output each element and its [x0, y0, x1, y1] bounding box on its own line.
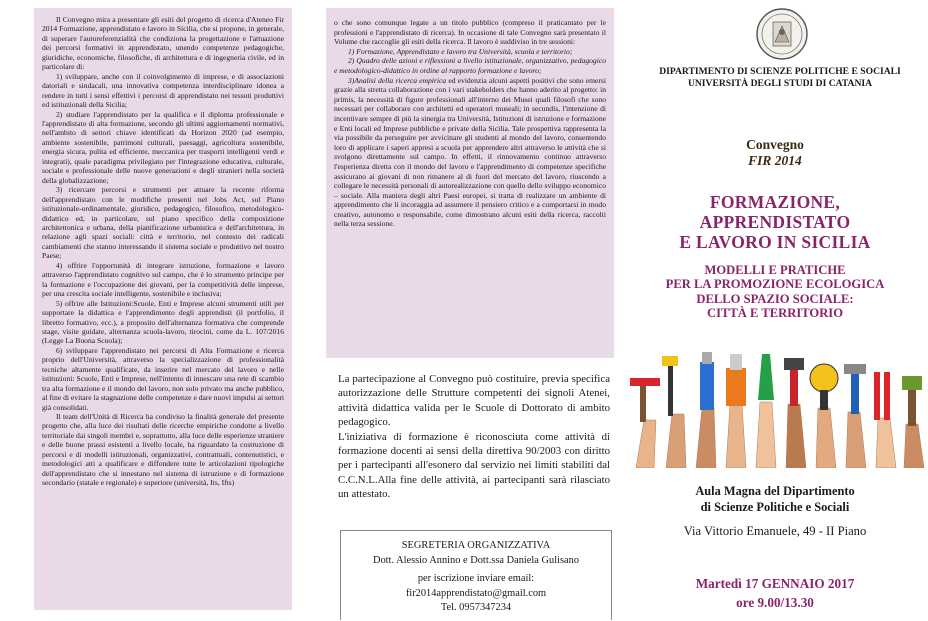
session-2: 2) Quadro delle azioni e riflessioni a livello istituzionale, organizzativo, pedagogico e metodologico-didattico in ordine al rapporto formazione e lavoro; — [334, 56, 606, 75]
subtitle-line-2: PER LA PROMOZIONE ECOLOGICA — [665, 277, 885, 292]
session-3-text: ed evidenzia alcuni aspetti positivi che sono emersi grazie alla stretta collaborazione con i vari stakeholders che hanno aderito al progetto: in primis, la necessità di figure professionali all'interno dei Musei quali filosofi che sono necessari per collaborare con architetti ed operatori museali; in secundis, l'intenzione di incentivare sempre di più la sinergia tra Università, Istituzioni di istruzione e formazione e Enti locali ed Imprese pubbliche e private della Sicilia. Tale prospettiva rappresenta la via possibile da perseguire per avvicinare gli studenti al mondo del lavoro, consentendo loro di applicare i saperi appresi a scuola per apprendere altri attraverso le attività che si svolgono direttamente sul campo. In effetti, il rinnovamento continuo attraverso l'esperienza diretta con il mondo del lavoro e l'apprendimento di competenze specifiche assicurano ai giovani di non rimanere al di fuori del mercato del lavoro, riuscendo a collegare le necessità personali di autorealizzazione con quello dello sviluppo economico – sociale. Alla maniera degli altri Paesi europei, si tratta di realizzare un ambiente di apprendimento che li incoraggia ad assumere il pensiero critico e a comportarsi in modo creativo, autonomo e responsabile, come dimostrano alcuni esiti della ricerca, raccolti nella terza sessione. — [334, 75, 606, 229]
paragraph-team: Il team dell'Unità di Ricerca ha condiviso la finalità generale del presente progetto che, alla luce dei risultati delle ricerche empiriche condotte a livello territoriale dai singoli membri e, soprattutto, alla luce delle esperienze straniere e delle buone prassi esistenti a livello locale, ha riguardato la costruzione di percorsi e di modelli istituzionali, organizzativi, contrattuali, contenutistici, e metodologici atti a qualificare e diffondere tutte le articolazioni tipologiche dell'apprendistato che si innestano nel sistema di istruzione e di formazione secondario (statale e regionale) e superiore (università, Its, Ifts) — [42, 412, 284, 488]
venue-address: Via Vittorio Emanuele, 49 - II Piano — [683, 524, 867, 538]
event-time: ore 9.00/13.30 — [736, 595, 814, 610]
paragraph-point-2: 2) studiare l'apprendistato per la qualifica e il diploma professionale e l'apprendistato di alta formazione, secondo gli ultimi aggiornamenti normativi, nell'ambito di settori chiave identificati da Horizon 2020 (ad esempio, ambiente sostenibile, patrimoni culturali, paesaggi, agricoltura sostenibile, energia sicura, pulita ed efficiente, meccanica per trasporti intelligenti verdi e integrati), quale paradigma privilegiato per l'integrazione educativa, culturale, sociale e professionale delle nuove generazioni e degli stranieri nella società della globalizzazione; — [42, 109, 284, 185]
venue-name — [622, 484, 928, 515]
event-title — [622, 192, 928, 252]
paragraph-intro: Il Convegno mira a presentare gli esiti del progetto di ricerca d'Ateneo Fir 2014 Formazione, apprendistato e lavoro in Sicilia, che si propone, in generale, di superare l'autoreferenzialità che condiziona la progettazione e l'attuazione dei percorsi formativi in apprendistato, unendo competenze pedagogiche, giuridiche, economiche, filosofiche, di architettura e di ingegneria civile, ed in particolare di: — [42, 15, 284, 72]
title-line-2: APPRENDISTATO — [699, 212, 851, 232]
paragraph-point-6: 6) sviluppare l'apprendistato nei percorsi di Alta Formazione e ricerca proprio dell'Università, attraverso la specializzazione di professionalità tecniche altamente qualificate, da inserire nel mercato del lavoro e nelle istituzioni: Scuole, Enti e Imprese, nell'intento di innescare una rete di scambio tra alta formazione e il mondo del lavoro, non solo privato ma anche pubblico, al fine di evitare la stagnazione delle competenze e dare nuovi impulsi ai settori già consolidati. — [42, 345, 284, 412]
session-3 — [334, 76, 606, 230]
secretariat-email[interactable]: fir2014apprendistato@gmail.com — [405, 587, 547, 599]
session-3-title: 3)Analisi della ricerca empirica — [348, 75, 447, 85]
subtitle-line-1: MODELLI E PRATICHE — [704, 263, 846, 277]
university-name: UNIVERSITÀ DEGLI STUDI DI CATANIA — [687, 77, 873, 89]
participation-p1: La partecipazione al Convegno può costituire, previa specifica autorizzazione delle Strutture competenti dei signoli Atenei, attività didattica valida per le Scuole di Dottorato di ambito pedagogico. — [338, 373, 610, 429]
session-1: 1) Formazione, Apprendistato e lavoro tra Università, scuola e territorio; — [348, 46, 573, 56]
subtitle-line-3: DELLO SPAZIO SOCIALE: — [696, 291, 854, 306]
secretariat-names: Dott. Alessio Annino e Dott.ssa Daniela Gulisano — [372, 554, 580, 566]
title-line-1: FORMAZIONE, — [709, 192, 841, 212]
secretariat-title: SEGRETERIA ORGANIZZATIVA — [401, 540, 551, 551]
tools-hands-illustration — [622, 348, 928, 468]
paragraph-point-4: 4) offrire l'opportunità di integrare istruzione, formazione e lavoro attraverso l'apprendistato cognitivo sul campo, che è lo strumento principe per la formazione e l'occupazione dei giovani, per la competitività delle imprese, per una crescita sociale intelligente, sostenibile e inclusiva; — [42, 260, 284, 299]
participation-p2: L'iniziativa di formazione è riconosciuta come attività di formazione docenti ai sensi della direttiva 90/2003 con diritto per i partecipanti all'esonero dal servizio nei limiti stabiliti dal C.C.N.L.Alla fine delle attività, ai partecipanti sarà rilasciato un attestato. — [338, 430, 610, 501]
convegno-label: Convegno — [746, 137, 804, 152]
title-line-3: E LAVORO IN SICILIA — [679, 232, 871, 252]
venue-line-1: Aula Magna del Dipartimento — [695, 484, 855, 498]
university-seal-icon — [742, 8, 824, 60]
participation-text — [338, 372, 610, 502]
paragraph-point-1: 1) sviluppare, anche con il coinvolgimento di imprese, e di associazioni datoriali e sindacali, una innovativa competenza interdisciplinare idonea a rendere in tutti i sensi effettivi i percorsi di apprendistato nei tessuti produttivi ed istituzionali della Sicilia; — [42, 71, 284, 110]
secretariat-box — [340, 530, 612, 620]
event-subtitle — [622, 263, 928, 321]
middle-intro: o che sono comunque legate a un titolo pubblico (compreso il praticantato per le professioni e l'apprendistato di ricerca). In occasione di tale Convegno sarà presentato il Volume che raccoglie gli esiti della ricerca. Il lavoro è suddiviso in tre sessioni: — [334, 18, 606, 47]
middle-column-box — [326, 8, 614, 358]
secretariat-subscribe: per iscrizione inviare email: — [417, 573, 535, 585]
venue-line-2: di Scienze Politiche e Sociali — [700, 499, 850, 514]
paragraph-point-5: 5) offrire alle Istituzioni:Scuole, Enti e Imprese alcuni strumenti utili per supportare la didattica e l'apprendimento degli apprendisti (il portfolio, il libretto formativo, ecc.), a proposito dell'alternanza formativa che comprende stage, visite guidate, alternanza scuola-lavoro, tirocini, come da L. 107/2016 (Legge La Buona Scuola); — [42, 298, 284, 346]
event-date: Martedì 17 GENNAIO 2017 — [695, 576, 855, 591]
department-name: DIPARTIMENTO DI SCIENZE POLITICHE E SOCIALI — [659, 66, 901, 77]
event-label — [622, 137, 928, 168]
event-schedule — [622, 574, 928, 612]
secretariat-phone: Tel. 0957347234 — [440, 602, 512, 614]
left-column-box — [34, 8, 292, 610]
department-header — [630, 66, 928, 89]
fir-label: FIR 2014 — [748, 152, 802, 168]
paragraph-point-3: 3) ricercare percorsi e strumenti per attuare la recente riforma dell'apprendistato con le modifiche presenti nel Jobs Act, sul Piano istituzionale-ordinamentale, giuridico, pedagogico, filosofico, metodologico-didattico ed, in particolare, sul piano specifico della composizione architettonica e urbana, della pianificazione urbanistica e dell'architettura, in relazione agli spazi sociali: città e territorio, nel contesto dei radicali cambiamenti che stanno interessando il sistema sociale e produttivo nel nostro Paese; — [42, 185, 284, 261]
subtitle-line-4: CITTÀ E TERRITORIO — [706, 306, 843, 321]
